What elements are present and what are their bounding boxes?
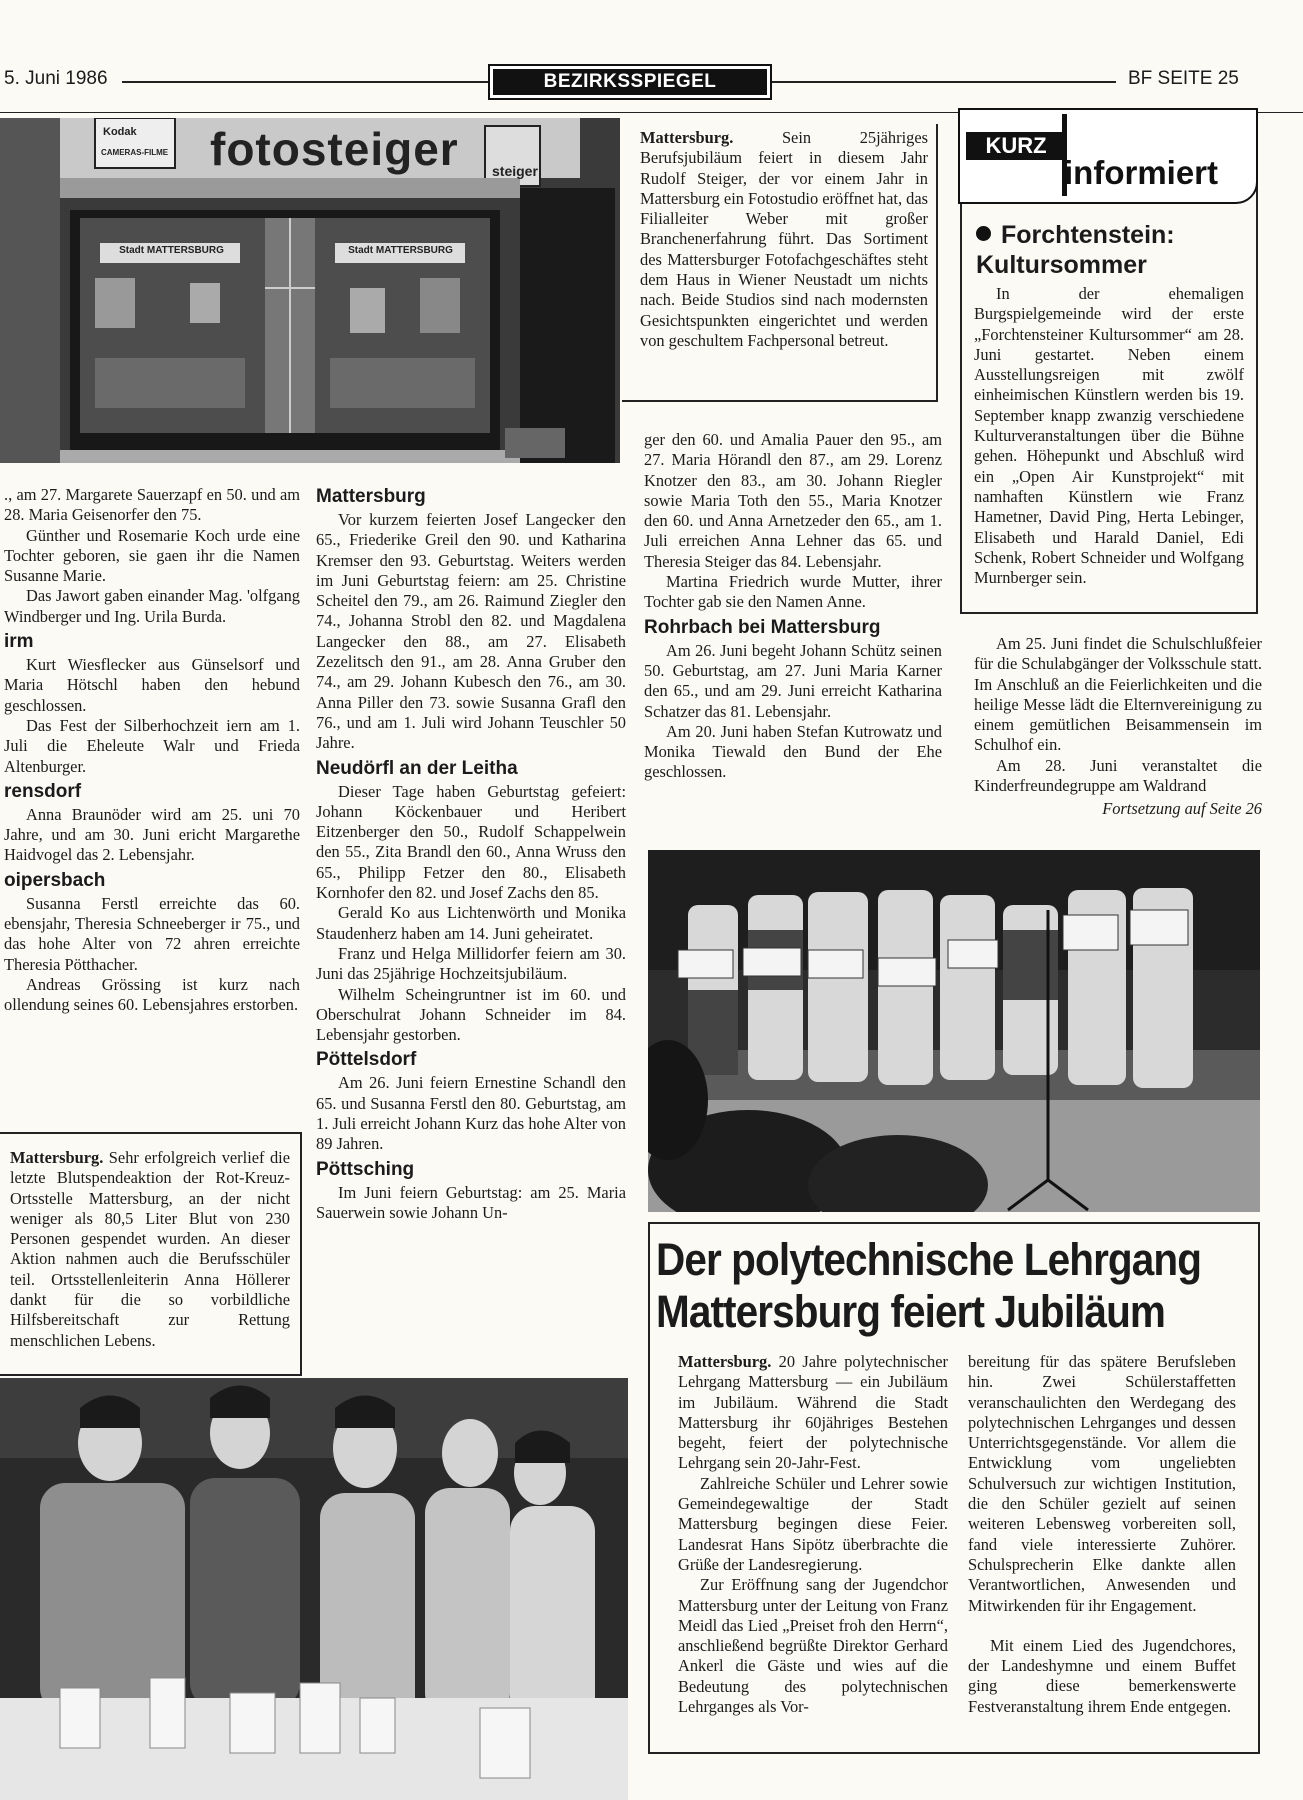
header-rule-right: [772, 81, 1116, 83]
blood-lead: Mattersburg.: [10, 1148, 104, 1167]
column-2: [316, 482, 626, 1357]
column-4: [974, 634, 1262, 834]
fotostudio-text: [640, 128, 928, 351]
photo-buffet: [0, 1378, 628, 1800]
poly-p2: Zahlreiche Schüler und Lehrer sowie Gemeindegewaltige der Stadt Mattersburg begingen diese Feier. Landesrat Hans Sipötz überbrachte die Grüße der Landesregierung.: [678, 1473, 948, 1574]
poly-headline-line2: Mattersburg feiert Jubiläum: [656, 1286, 1166, 1337]
photo-shop-front: [0, 118, 620, 463]
col1-p8: Andreas Grössing ist kurz nach ollendung seines 60. Lebensjahres erstorben.: [4, 974, 300, 1015]
kurz-headline-line2: Kultursommer: [976, 251, 1147, 279]
kurz-logo-word: KURZ: [966, 132, 1066, 160]
poly-p5: Mit einem Lied des Jugendchores, der Landeshymne und einem Buffet ging diese bemerkenswerte Festveranstaltung ihrem Ende entgegen.: [968, 1635, 1236, 1716]
column-1: [4, 485, 300, 1117]
blood-text: [10, 1148, 290, 1351]
col1-p1: ., am 27. Margarete Sauerzapf en 50. und am 28. Maria Geisenorfer den 75.: [4, 485, 300, 525]
poly-col-2: [968, 1352, 1236, 1742]
col2-p7: Im Juni feiern Geburtstag: am 25. Maria Sauerwein sowie Johann Un-: [316, 1182, 626, 1222]
col2-p2: Dieser Tage haben Geburtstag gefeiert: Johann Köckenbauer und Heribert Eitzenberger den 50., Rudolf Schappelwein den 55., Zita Brandl den 60., Anna Wruss den 65., Philipp Fetzer den 80., Elisabeth Kornhofer den 82. und Josef Zachs den 85.: [316, 781, 626, 903]
col2-p5: Wilhelm Scheingruntner ist im 60. und Oberschulrat Johann Schneider im 84. Lebensjahr gestorben.: [316, 984, 626, 1045]
header-rule-left: [122, 81, 488, 83]
col2-heading-3: Pöttelsdorf: [316, 1049, 417, 1071]
col1-heading-2: rensdorf: [4, 780, 82, 802]
col2-p4: Franz und Helga Millidorfer feiern am 30. Juni das 25jährige Hochzeitsjubiläum.: [316, 943, 626, 984]
bullet-icon: [976, 226, 991, 241]
poly-p3: Zur Eröffnung sang der Jugendchor Mattersburg unter der Leitung von Franz Meidl das Lied „Preiset froh den Herrn“, anschließend begrüßte Direktor Gerhard Ankerl die Gäste und wies auf die Bedeutung des polytechnischen Lehrganges als Vor-: [678, 1575, 948, 1717]
poly-p1-body: 20 Jahre polytechnischer Lehrgang Mattersburg — ein Jubiläum im Jubiläum. Während die Stadt Mattersburg ihr 60jähriges Bestehen begeht, feiert der polytechnische Lehrgang sein 20-Jahr-Fest.: [678, 1352, 948, 1473]
col3-p4: Am 20. Juni haben Stefan Kutrowatz und Monika Tiewald den Bund der Ehe geschlossen.: [644, 721, 942, 782]
continuation-note: Fortsetzung auf Seite 26: [1102, 799, 1262, 819]
poly-p1: [678, 1352, 948, 1474]
col2-p6: Am 26. Juni feiern Ernestine Schandl den 65. und Susanna Ferstl den 80. Geburtstag, am 1. Juli erreicht Johann Kurz das hohe Alter von 89 Jahren.: [316, 1073, 626, 1154]
kurz-logo: [958, 108, 1258, 204]
kurz-paragraph: In der ehemaligen Burgspielgemeinde wird der erste „Forchtensteiner Kultursommer“ am 28. Juni gestartet. Neben einem Ausstellungsreigen mit zwölf einheimischen Künstlern werden bis 19. September knapp zwanzig verschiedene Kulturveranstaltungen über die Bühne gehen. Höhepunkt und Abschluß wird ein „Open Air Kunstprojekt“ mit namhaften Künstlern wie Franz Hametner, David Ping, Herta Lebinger, Elisabeth und Harald Daniel, Edi Schenk, Robert Schneider und Wolfgang Murnberger sein.: [974, 284, 1244, 588]
col1-p2: Günther und Rosemarie Koch urde eine Tochter geboren, sie gaen ihr die Namen Susanne Marie.: [4, 525, 300, 586]
section-title: BEZIRKSSPIEGEL: [493, 69, 767, 95]
stage-image: [648, 850, 1260, 1212]
col3-p3: Am 26. Juni begeht Johann Schütz seinen 50. Geburtstag, am 27. Juni Maria Karner den 65., und am 29. Juni erreicht Katharina Schatzer das 81. Lebensjahr.: [644, 640, 942, 721]
buffet-image: [0, 1378, 628, 1800]
fotostudio-body: Sein 25jähriges Berufsjubiläum feiert in diesem Jahr Rudolf Steiger, der vor einem Jahr in Mattersburg ein Fotostudio eröffnet hat, das Filialleiter Weber mit großer Branchenerfahrung führt. Das Sortiment des Mattersburger Fotofachgeschäftes steht dem Haus in Wiener Neustadt um nichts nach. Beide Studios sind nach modernsten Gesichtspunkten eingerichtet und werden von geschultem Fachpersonal betreut.: [640, 128, 929, 350]
col2-heading-1: Mattersburg: [316, 486, 426, 507]
col3-heading-1: Rohrbach bei Mattersburg: [644, 616, 881, 638]
shop-sign-kodak: Kodak: [103, 126, 137, 138]
shop-sign-steiger: steiger: [492, 163, 538, 179]
kurz-logo-big: informiert: [1064, 154, 1219, 191]
col2-p3: Gerald Ko aus Lichtenwörth und Monika Staudenherz haben am 14. Juni geheiratet.: [316, 903, 626, 943]
col3-p1: ger den 60. und Amalia Pauer den 95., am 27. Maria Hörandl den 87., am 29. Lorenz Knotzer den 83., am 30. Johann Riegler sowie Maria Toth den 55., Maria Knotzer den 60. und Anna Arnetzeder den 65., am 1. Juli erreichen Anna Lehner das 65. und Theresia Steiger das 84. Lebensjahr.: [644, 430, 942, 571]
section-banner: [488, 64, 772, 100]
col2-heading-2: Neudörfl an der Leitha: [316, 757, 518, 779]
poly-headline: [656, 1234, 1202, 1338]
shop-sign: fotosteiger: [210, 123, 459, 175]
col3-p2: Martina Friedrich wurde Mutter, ihrer Tochter gab sie den Namen Anne.: [644, 572, 942, 612]
col1-heading-1: irm: [4, 631, 34, 653]
col2-p1: Vor kurzem feierten Josef Langecker den 65., Friederike Greil den 90. und Katharina Kremser den 93. Geburtstag. Weiters werden im Juni Geburtstag feiern: am 25. Christine Scheitel den 79., am 26. Raimund Ziegler den 74., Johanna Strobl den 82. und Magdalena Langecker den 88., am 27. Elisabeth Zezelitsch den 91., am 28. Anna Gruber den 74., am 29. Johann Kubesch den 76., am 30. Anna Piller den 73. sowie Susanna Grafl den 76., und am 1. Juli wird Johann Teuschler 50 Jahre.: [316, 510, 626, 753]
kurz-headline: [976, 220, 1246, 280]
col1-p6: Anna Braunöder wird am 25. uni 70 Jahre, und am 30. Juni ericht Margarethe Haidvogel das 2. Lebensjahr.: [4, 804, 300, 865]
window-sign-right: Stadt MATTERSBURG: [348, 245, 453, 256]
col4-p2: Am 28. Juni veranstaltet die Kinderfreundegruppe am Waldrand: [974, 755, 1262, 796]
window-sign-left: Stadt MATTERSBURG: [119, 245, 224, 256]
page-number: BF SEITE 25: [1128, 68, 1239, 89]
poly-lead: Mattersburg.: [678, 1352, 772, 1371]
col4-p1: Am 25. Juni findet die Schulschlußfeier für die Schulabgänger der Volksschule statt. Im Anschluß an die Feierlichkeiten und die heilige Messe lädt die Elternvereinigung zu einem gemütlichen Beisammensein im Schulhof ein.: [974, 634, 1262, 755]
col2-heading-4: Pöttsching: [316, 1158, 415, 1180]
blood-body: Sehr erfolgreich verlief die letzte Blutspendeaktion der Rot-Kreuz-Ortsstelle Mattersburg, an der nicht weniger als 80,5 Liter Blut von 230 Personen gespendet wurden. An dieser Aktion nahmen auch die Berufsschüler teil. Ortsstellenleiterin Anna Höllerer dankt für die so vorbildliche Hilfsbereitschaft zur Rettung menschlichen Lebens.: [10, 1148, 290, 1350]
col1-p7: Susanna Ferstl erreichte das 60. ebensjahr, Theresia Schneeberger ir 75., und das hohe Alter von 72 ahren erreichte Theresia Pötthacher.: [4, 893, 300, 974]
poly-p4: bereitung für das spätere Berufsleben hin. Zwei Schülerstaffetten veranschaulichten den Werdegang des polytechnischen Lehrganges und dessen Unterrichtsgegenstände. Vor allem die Entwicklung vom ungeliebten Schulversuch zur wichtigen Institution, die den Schüler gezielt auf seinen weiteren Lebensweg vorbereiten soll, fand viele interessierte Zuhörer. Schulsprecherin Elke dankte allen Verantwortlichen, Anwesenden und Mitwirkenden für ihr Engagement.: [968, 1352, 1236, 1615]
col1-p5: Das Fest der Silberhochzeit iern am 1. Juli die Eheleute Walr und Frieda Altenburger.: [4, 715, 300, 776]
photo-stage: [648, 850, 1260, 1212]
col1-heading-3: oipersbach: [4, 869, 106, 891]
kurz-headline-line1: Forchtenstein:: [1001, 221, 1175, 249]
fotostudio-box: [622, 124, 938, 402]
shop-sign-cameras: CAMERAS-FILME: [101, 148, 169, 157]
blood-box: [0, 1132, 302, 1376]
header-date: 5. Juni 1986: [4, 68, 108, 89]
col1-p4: Kurt Wiesflecker aus Günselsorf und Maria Hötschl haben den hebund geschlossen.: [4, 655, 300, 715]
fotostudio-lead: Mattersburg.: [640, 128, 734, 147]
col1-p3: Das Jawort gaben einander Mag. 'olfgang Windberger und Ing. Urila Burda.: [4, 586, 300, 626]
column-3: [644, 430, 942, 842]
poly-headline-line1: Der polytechnische Lehrgang: [656, 1234, 1202, 1285]
poly-col-1: [678, 1352, 948, 1742]
kurz-text: [974, 284, 1244, 599]
